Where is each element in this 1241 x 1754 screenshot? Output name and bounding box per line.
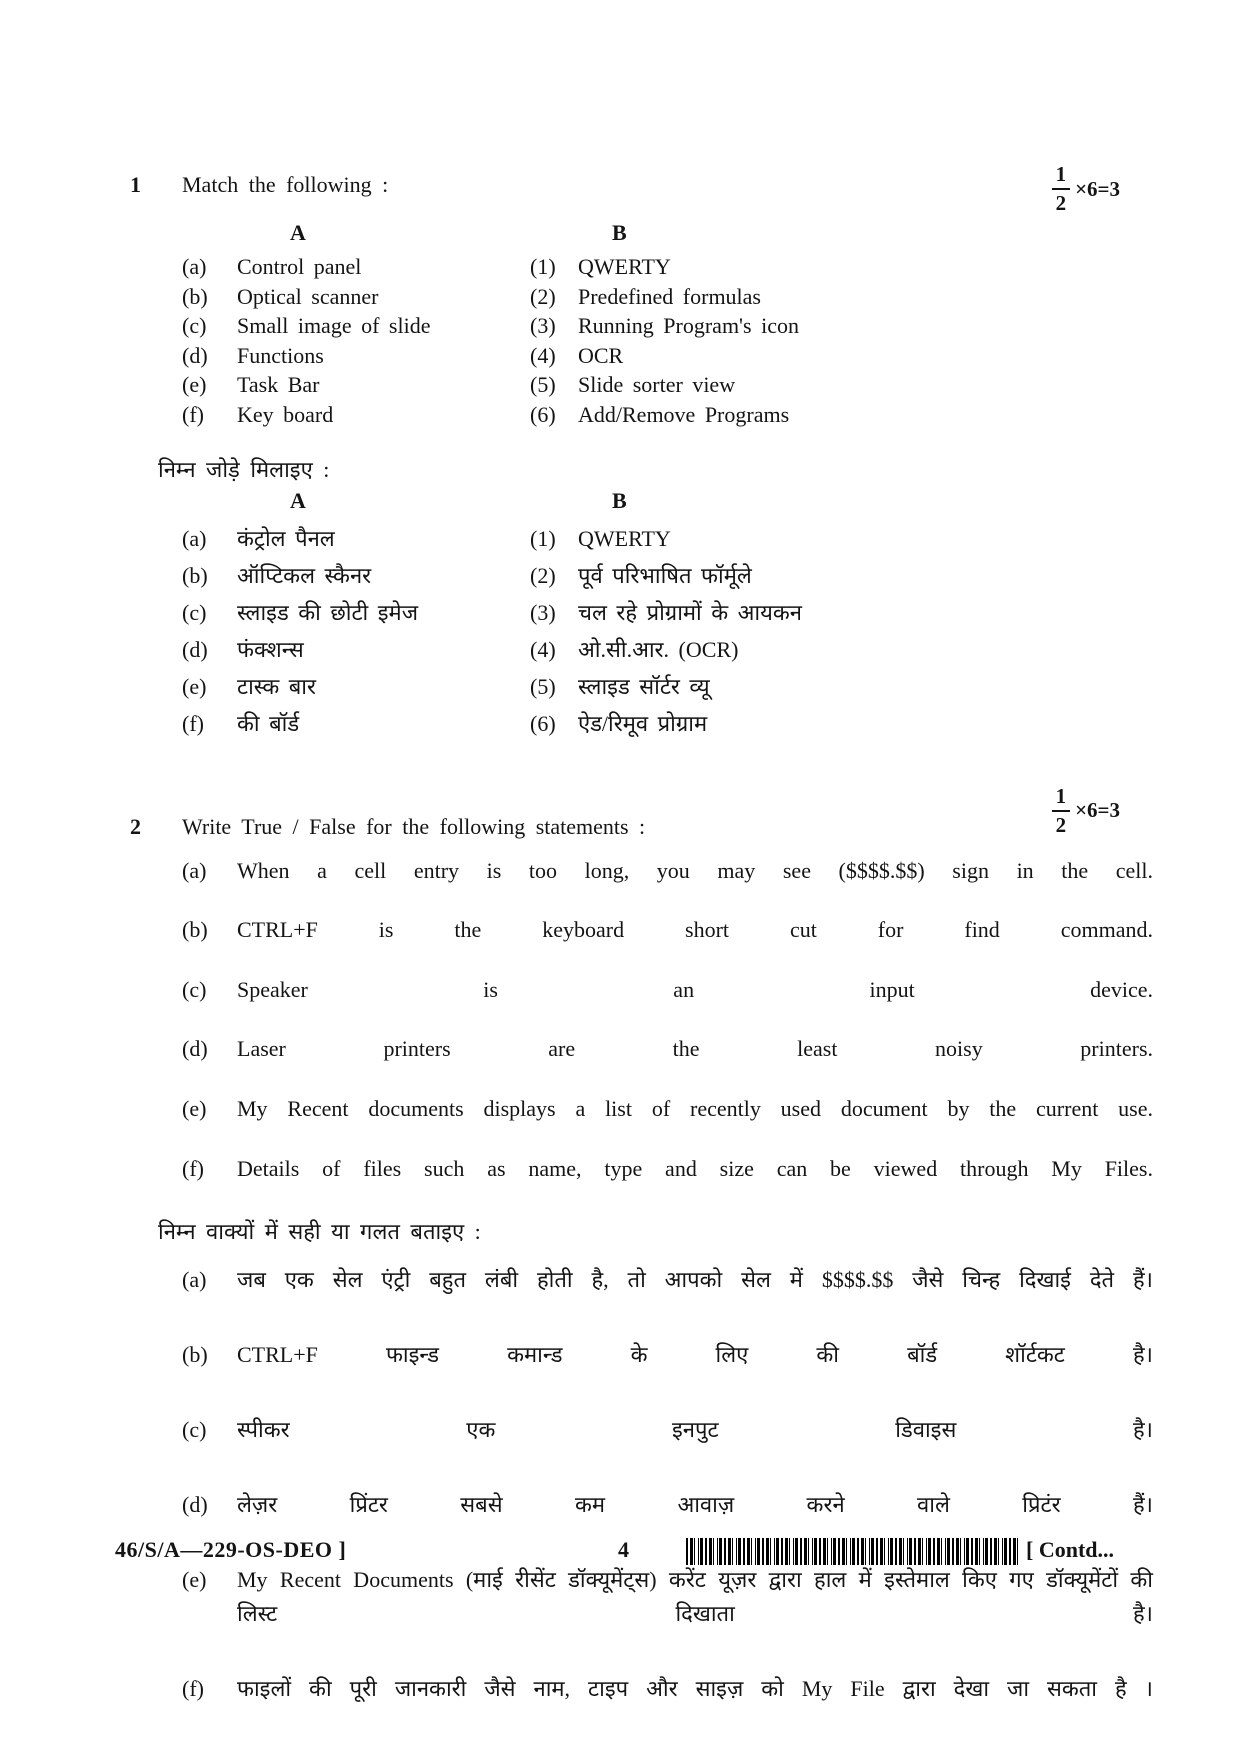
match-row [182, 400, 1241, 430]
column-a-header: A [290, 220, 306, 245]
row-label-b: (3) [530, 599, 556, 625]
row-label-a: (e) [182, 673, 207, 699]
page-number: 4 [618, 1537, 629, 1562]
statement [182, 915, 1153, 975]
match-table-header [130, 220, 1241, 252]
marks-expression: ×6=3 [1075, 176, 1120, 201]
column-b-header: B [612, 220, 627, 245]
statement-label: (e) [182, 1095, 207, 1121]
statement-text: CTRL+F फाइन्ड कमान्ड के लिए की बॉर्ड शॉर्टकट है। [237, 1342, 1153, 1368]
row-label-b: (1) [530, 525, 556, 551]
statement [182, 856, 1153, 916]
statement-text: Speaker is an input device. [237, 976, 1153, 1002]
statements-english [130, 856, 1241, 1214]
match-table-hindi [130, 488, 1241, 742]
statement-text: फाइलों की पूरी जानकारी जैसे नाम, टाइप और साइज़ को My File द्वारा देखा जा सकता है । [237, 1676, 1153, 1702]
statement-label: (a) [182, 1267, 207, 1293]
row-label-b: (2) [530, 562, 556, 588]
row-label-b: (6) [530, 401, 556, 427]
statement-text: CTRL+F is the keyboard short cut for find command. [237, 917, 1153, 943]
item-a: फंक्शन्स [237, 636, 304, 662]
question-1 [130, 162, 1241, 742]
row-label-a: (c) [182, 599, 207, 625]
item-b: Predefined formulas [578, 283, 761, 309]
statement-text: When a cell entry is too long, you may see ($$$$.$$) sign in the cell. [237, 857, 1153, 883]
item-b: पूर्व परिभाषित फॉर्मूले [578, 562, 752, 588]
statement-label: (d) [182, 1036, 208, 1062]
match-row [182, 252, 1241, 282]
question-2-marks [1052, 783, 1120, 837]
statement-label: (b) [182, 917, 208, 943]
item-a: स्लाइड की छोटी इमेज [237, 599, 419, 625]
item-a: कंट्रोल पैनल [237, 525, 335, 551]
statement-label: (f) [182, 1155, 204, 1181]
match-row [182, 594, 1241, 631]
row-label-a: (b) [182, 283, 208, 309]
fraction-denominator: 2 [1055, 191, 1067, 215]
marks-fraction [1052, 783, 1071, 837]
item-b: OCR [578, 342, 624, 368]
question-number: 1 [130, 172, 141, 197]
item-b: चल रहे प्रोग्रामों के आयकन [578, 599, 802, 625]
item-a: Key board [237, 401, 334, 427]
barcode-image [686, 1538, 1018, 1565]
question-1-marks [1052, 164, 1120, 214]
statement-label: (b) [182, 1342, 208, 1368]
item-a: Control panel [237, 254, 362, 279]
row-label-a: (e) [182, 372, 207, 398]
question-1-hindi-intro: निम्न जोड़े मिलाइए : [158, 456, 330, 482]
row-label-a: (f) [182, 401, 204, 427]
match-row [182, 311, 1241, 341]
row-label-b: (6) [530, 710, 556, 736]
statement [182, 1672, 1153, 1740]
statement [182, 1338, 1153, 1406]
row-label-a: (a) [182, 254, 207, 279]
match-row [182, 520, 1241, 557]
row-label-a: (c) [182, 313, 207, 339]
row-label-b: (4) [530, 342, 556, 368]
statement [182, 1263, 1153, 1331]
fraction-denominator: 2 [1055, 812, 1067, 837]
statement-label: (f) [182, 1676, 204, 1702]
statement [182, 975, 1153, 1035]
column-a-header: A [290, 487, 306, 513]
row-label-b: (5) [530, 673, 556, 699]
contd-label: [ Contd... [1026, 1537, 1115, 1562]
item-a: Functions [237, 342, 324, 368]
statements-hindi [130, 1263, 1241, 1740]
statement-text: Details of files such as name, type and size can be viewed through My Files. [237, 1155, 1153, 1181]
page-footer [0, 1533, 1241, 1575]
item-a: Optical scanner [237, 283, 379, 309]
marks-fraction [1052, 164, 1071, 214]
row-label-a: (d) [182, 636, 208, 662]
row-label-b: (5) [530, 372, 556, 398]
statement-label: (e) [182, 1567, 207, 1593]
item-a: Small image of slide [237, 313, 431, 339]
statement-text: My Recent documents displays a list of recently used document by the current use. [237, 1095, 1153, 1121]
statement [182, 1563, 1153, 1665]
row-label-b: (1) [530, 254, 556, 279]
statement [182, 1413, 1153, 1481]
row-label-a: (d) [182, 342, 208, 368]
item-a: की बॉर्ड [237, 710, 300, 736]
column-b-header: B [612, 487, 627, 513]
match-table-english [130, 220, 1241, 430]
item-b: Running Program's icon [578, 313, 799, 339]
row-label-a: (f) [182, 710, 204, 736]
statement-text: My Recent Documents (माई रीसेंट डॉक्यूमेंट्स) करेंट यूज़र द्वारा हाल में इस्तेमाल किए गए डॉक्यूमेंटों की लिस्ट दिखाता है। [237, 1567, 1153, 1627]
match-table-header [130, 488, 1241, 520]
item-a: टास्क बार [237, 673, 316, 699]
item-b: स्लाइड सॉर्टर व्यू [578, 673, 710, 699]
item-b: QWERTY [578, 254, 671, 279]
item-b: Add/Remove Programs [578, 401, 790, 427]
statement [182, 1094, 1153, 1154]
match-row [182, 557, 1241, 594]
paper-code: 46/S/A—229-OS-DEO ] [115, 1537, 347, 1562]
match-row [182, 370, 1241, 400]
question-2-hindi-intro: निम्न वाक्यों में सही या गलत बताइए : [158, 1219, 481, 1245]
row-label-a: (b) [182, 562, 208, 588]
question-title: Match the following : [182, 172, 389, 197]
item-a: ऑप्टिकल स्कैनर [237, 562, 372, 588]
statement-text: Laser printers are the least noisy printers. [237, 1036, 1153, 1062]
row-label-b: (4) [530, 636, 556, 662]
item-b: ऐड/रिमूव प्रोग्राम [578, 710, 708, 736]
item-b: Slide sorter view [578, 372, 736, 398]
item-b: ओ.सी.आर. (OCR) [578, 636, 739, 662]
question-number: 2 [130, 813, 141, 839]
statement-label: (a) [182, 857, 207, 883]
row-label-a: (a) [182, 525, 207, 551]
match-row [182, 631, 1241, 668]
marks-expression: ×6=3 [1075, 798, 1120, 823]
statement-text: जब एक सेल एंट्री बहुत लंबी होती है, तो आपको सेल में $$$$.$$ जैसे चिन्ह दिखाई देते हैं। [237, 1267, 1153, 1293]
question-2 [130, 783, 1241, 1741]
statement-label: (d) [182, 1492, 208, 1518]
statement-text: स्पीकर एक इनपुट डिवाइस है। [237, 1417, 1153, 1443]
item-b: QWERTY [578, 525, 671, 551]
match-row [182, 705, 1241, 742]
match-row [182, 282, 1241, 312]
row-label-b: (2) [530, 283, 556, 309]
match-row [182, 668, 1241, 705]
row-label-b: (3) [530, 313, 556, 339]
fraction-numerator: 1 [1052, 786, 1071, 812]
statement-label: (c) [182, 1417, 207, 1443]
statement-label: (c) [182, 976, 207, 1002]
match-row [182, 341, 1241, 371]
question-title: Write True / False for the following statements : [182, 813, 646, 839]
statement [182, 1034, 1153, 1094]
statement-text: लेज़र प्रिंटर सबसे कम आवाज़ करने वाले प्रिटंर हैं। [237, 1492, 1153, 1518]
statement [182, 1154, 1153, 1214]
item-a: Task Bar [237, 372, 320, 398]
fraction-numerator: 1 [1052, 164, 1071, 190]
